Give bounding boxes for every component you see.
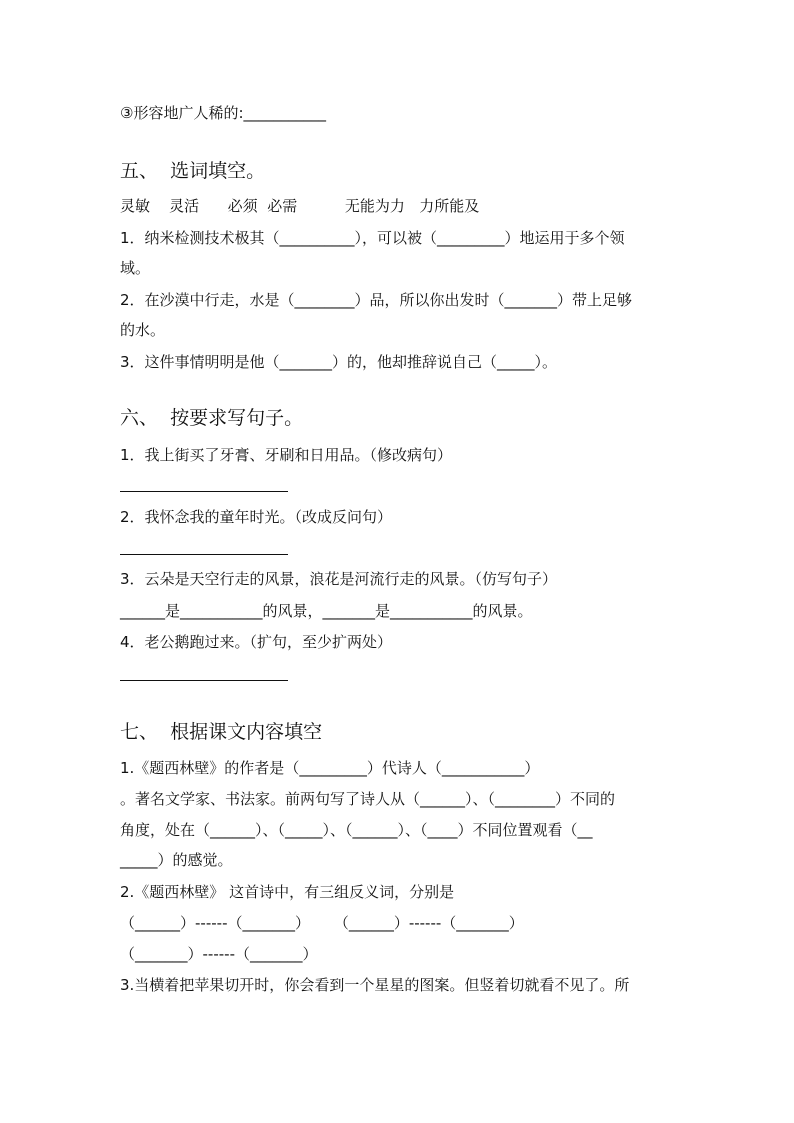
section-5-heading: 五、 选词填空。 (120, 160, 266, 182)
section-6-heading: 六、 按要求写句子。 (120, 407, 304, 429)
section-7-heading: 七、 根据课文内容填空 (120, 721, 323, 743)
answer-line-2[interactable] (120, 554, 288, 555)
sentence-item-3: 3．云朵是天空行走的风景，浪花是河流行走的风景。（仿写句子） (120, 570, 558, 588)
text-item-2: 2.《题西林壁》 这首诗中，有三组反义词，分别是 (120, 883, 455, 901)
sentence-item-4: 4．老公鹅跑过来。（扩句，至少扩两处） (120, 633, 393, 651)
text-item-1-cont-a: 。著名文学家、书法家。前两句写了诗人从（______）、（________）不同的 (120, 790, 616, 808)
text-item-3: 3.当横着把苹果切开时，你会看到一个星星的图案。但竖着切就看不见了。所 (120, 976, 630, 994)
fill-item-1: 1．纳米检测技术极其（__________），可以被（_________）地运用于多个领 (120, 229, 625, 247)
text-item-1: 1.《题西林壁》的作者是（_________）代诗人（___________） (120, 759, 540, 777)
text-item-1-cont-c: _____）的感觉。 (120, 851, 233, 869)
sentence-item-2: 2．我怀念我的童年时光。（改成反问句） (120, 508, 393, 526)
text-item-1-cont-b: 角度，处在（______）、（_____）、（______）、（____）不同位置观看（__ (120, 821, 593, 839)
fill-item-1-cont: 域。 (120, 259, 151, 277)
sentence-item-1: 1．我上街买了牙膏、牙刷和日用品。（修改病句） (120, 446, 453, 464)
answer-line-1[interactable] (120, 491, 288, 492)
word-choices: 灵敏 灵活 必须 必需 无能为力 力所能及 (120, 197, 480, 215)
antonym-pairs-row-2: （_______）------（_______） (120, 945, 318, 963)
fill-item-3: 3．这件事情明明是他（_______）的，他却推辞说自己（_____）。 (120, 353, 558, 371)
answer-line-4[interactable] (120, 680, 288, 681)
antonym-pairs-row-1: （______）------（_______） （______）------（_______） (120, 914, 524, 932)
fill-item-2: 2．在沙漠中行走，水是（________）品，所以你出发时（_______）带上足够 (120, 291, 633, 309)
line-q3-sparse: ③形容地广人稀的:___________ (120, 104, 327, 122)
sentence-item-3-template: ______是___________的风景，_______是___________的风景。 (120, 602, 533, 620)
fill-item-2-cont: 的水。 (120, 321, 166, 339)
